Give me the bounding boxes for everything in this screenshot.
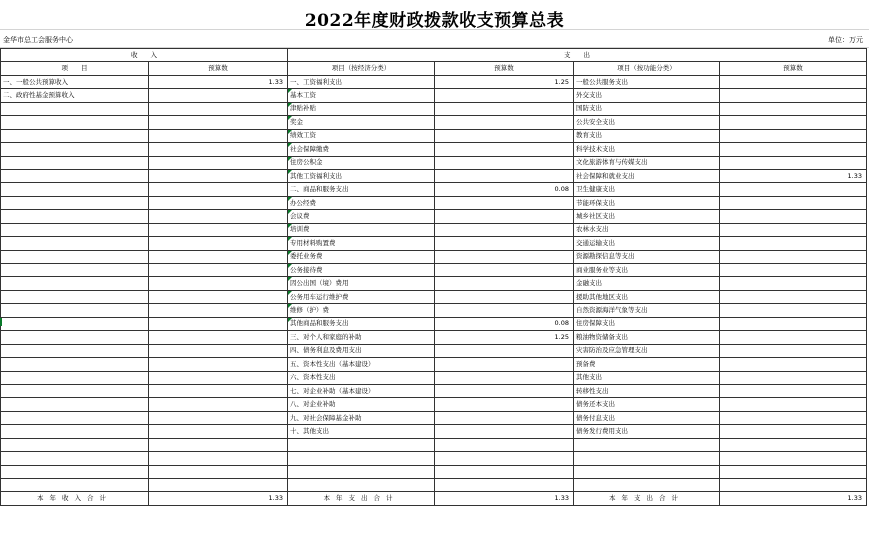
- func-item-cell[interactable]: 社会保障和就业支出: [574, 169, 720, 182]
- func-amount-cell[interactable]: [720, 371, 867, 384]
- income-amount-cell[interactable]: [149, 210, 288, 223]
- func-amount-cell[interactable]: [720, 344, 867, 357]
- econ-amount-cell[interactable]: [435, 102, 574, 115]
- econ-item-cell[interactable]: 三、对个人和家庭的补助: [288, 331, 435, 344]
- func-item-cell[interactable]: 教育支出: [574, 129, 720, 142]
- econ-amount-cell[interactable]: [435, 277, 574, 290]
- econ-total-value[interactable]: 1.33: [435, 492, 574, 505]
- income-item-cell[interactable]: [1, 398, 149, 411]
- func-amount-cell[interactable]: [720, 89, 867, 102]
- econ-amount-cell[interactable]: [435, 304, 574, 317]
- income-amount-cell[interactable]: [149, 304, 288, 317]
- func-amount-cell[interactable]: [720, 384, 867, 397]
- econ-item-cell[interactable]: 其他工资福利支出: [288, 169, 435, 182]
- econ-amount-cell[interactable]: [435, 237, 574, 250]
- func-amount-cell[interactable]: [720, 183, 867, 196]
- econ-amount-cell[interactable]: [435, 438, 574, 451]
- func-item-cell[interactable]: 资源勘探信息等支出: [574, 250, 720, 263]
- section-header-row: [1, 49, 867, 62]
- income-item-cell[interactable]: [1, 371, 149, 384]
- income-item-cell[interactable]: [1, 452, 149, 465]
- func-amount-cell[interactable]: [720, 237, 867, 250]
- func-amount-header[interactable]: 预算数: [720, 62, 867, 75]
- income-amount-cell[interactable]: [149, 116, 288, 129]
- income-item-cell[interactable]: [1, 156, 149, 169]
- table-row: [1, 196, 867, 209]
- func-amount-cell[interactable]: [720, 143, 867, 156]
- table-row: [1, 425, 867, 438]
- econ-item-cell[interactable]: 维修（护）费: [288, 304, 435, 317]
- table-row: [1, 371, 867, 384]
- func-amount-cell[interactable]: [720, 438, 867, 451]
- func-item-cell[interactable]: 商业服务业等支出: [574, 264, 720, 277]
- table-row: [1, 169, 867, 182]
- func-item-cell[interactable]: 债务发行费用支出: [574, 425, 720, 438]
- income-item-cell[interactable]: [1, 425, 149, 438]
- func-item-cell[interactable]: 农林水支出: [574, 223, 720, 236]
- func-amount-cell[interactable]: [720, 425, 867, 438]
- econ-item-cell[interactable]: 其他商品和服务支出: [288, 317, 435, 330]
- func-amount-cell[interactable]: [720, 479, 867, 492]
- econ-amount-cell[interactable]: [435, 129, 574, 142]
- totals-row: [1, 492, 867, 505]
- econ-amount-cell[interactable]: [435, 358, 574, 371]
- econ-amount-cell[interactable]: [435, 156, 574, 169]
- func-amount-cell[interactable]: [720, 116, 867, 129]
- income-item-cell[interactable]: [1, 102, 149, 115]
- func-item-cell[interactable]: 文化旅游体育与传媒支出: [574, 156, 720, 169]
- econ-item-cell[interactable]: 社会保障缴费: [288, 143, 435, 156]
- econ-item-cell[interactable]: 因公出国（境）费用: [288, 277, 435, 290]
- econ-item-cell[interactable]: 六、资本性支出: [288, 371, 435, 384]
- func-amount-cell[interactable]: [720, 465, 867, 478]
- income-section-header[interactable]: 收 入: [1, 49, 288, 62]
- income-item-cell[interactable]: [1, 223, 149, 236]
- income-item-cell[interactable]: [1, 344, 149, 357]
- unit-label: 单位：万元: [828, 36, 863, 44]
- income-amount-cell[interactable]: [149, 143, 288, 156]
- func-amount-cell[interactable]: [720, 129, 867, 142]
- income-amount-cell[interactable]: [149, 277, 288, 290]
- func-amount-cell[interactable]: [720, 398, 867, 411]
- table-row: [1, 264, 867, 277]
- income-item-cell[interactable]: [1, 438, 149, 451]
- income-item-cell[interactable]: [1, 384, 149, 397]
- table-row: [1, 89, 867, 102]
- func-item-cell[interactable]: 援助其他地区支出: [574, 290, 720, 303]
- income-item-cell[interactable]: [1, 304, 149, 317]
- income-amount-cell[interactable]: [149, 479, 288, 492]
- table-row: [1, 223, 867, 236]
- income-amount-cell[interactable]: [149, 102, 288, 115]
- econ-amount-cell[interactable]: 1.25: [435, 331, 574, 344]
- func-item-cell[interactable]: 公共安全支出: [574, 116, 720, 129]
- func-amount-cell[interactable]: [720, 358, 867, 371]
- func-amount-cell[interactable]: [720, 102, 867, 115]
- econ-item-cell[interactable]: [288, 452, 435, 465]
- econ-item-cell[interactable]: 十、其他支出: [288, 425, 435, 438]
- table-row: [1, 277, 867, 290]
- func-amount-cell[interactable]: [720, 452, 867, 465]
- econ-amount-cell[interactable]: 0.08: [435, 183, 574, 196]
- table-row: [1, 290, 867, 303]
- income-item-cell[interactable]: [1, 331, 149, 344]
- econ-item-cell[interactable]: 住房公积金: [288, 156, 435, 169]
- income-item-cell[interactable]: [1, 183, 149, 196]
- econ-amount-header[interactable]: 预算数: [435, 62, 574, 75]
- func-total-value[interactable]: 1.33: [720, 492, 867, 505]
- income-item-cell[interactable]: [1, 129, 149, 142]
- income-amount-cell[interactable]: [149, 452, 288, 465]
- income-amount-cell[interactable]: [149, 183, 288, 196]
- func-item-cell[interactable]: 一般公共服务支出: [574, 75, 720, 88]
- income-item-cell[interactable]: 二、政府性基金预算收入: [1, 89, 149, 102]
- income-item-cell[interactable]: [1, 358, 149, 371]
- func-item-cell[interactable]: 其他支出: [574, 371, 720, 384]
- func-total-label[interactable]: 本年支出合计: [574, 492, 720, 505]
- org-name: 金华市总工会服务中心: [3, 36, 73, 44]
- income-amount-cell[interactable]: [149, 465, 288, 478]
- econ-item-cell[interactable]: 七、对企业补助（基本建设）: [288, 384, 435, 397]
- func-amount-cell[interactable]: [720, 75, 867, 88]
- income-item-cell[interactable]: [1, 143, 149, 156]
- func-item-cell[interactable]: 预备费: [574, 358, 720, 371]
- income-amount-cell[interactable]: [149, 425, 288, 438]
- func-item-cell[interactable]: 节能环保支出: [574, 196, 720, 209]
- func-item-cell[interactable]: [574, 452, 720, 465]
- table-row: [1, 116, 867, 129]
- econ-amount-cell[interactable]: [435, 465, 574, 478]
- econ-amount-cell[interactable]: [435, 479, 574, 492]
- func-item-cell[interactable]: 债务付息支出: [574, 411, 720, 424]
- func-amount-cell[interactable]: [720, 304, 867, 317]
- table-row: [1, 143, 867, 156]
- econ-amount-cell[interactable]: [435, 398, 574, 411]
- econ-item-cell[interactable]: 专用材料购置费: [288, 237, 435, 250]
- budget-table: [0, 48, 867, 506]
- func-item-cell[interactable]: 债务还本支出: [574, 398, 720, 411]
- econ-item-cell[interactable]: 奖金: [288, 116, 435, 129]
- table-row: [1, 102, 867, 115]
- func-item-cell[interactable]: 外交支出: [574, 89, 720, 102]
- econ-amount-cell[interactable]: [435, 169, 574, 182]
- func-amount-cell[interactable]: [720, 264, 867, 277]
- econ-amount-cell[interactable]: [435, 290, 574, 303]
- income-amount-cell[interactable]: [149, 223, 288, 236]
- income-total-label[interactable]: 本年收入合计: [1, 492, 149, 505]
- func-amount-cell[interactable]: [720, 331, 867, 344]
- func-item-cell[interactable]: 灾害防治及应急管理支出: [574, 344, 720, 357]
- func-item-cell[interactable]: [574, 479, 720, 492]
- econ-item-cell[interactable]: 办公经费: [288, 196, 435, 209]
- func-item-cell[interactable]: 住房保障支出: [574, 317, 720, 330]
- income-amount-cell[interactable]: [149, 237, 288, 250]
- econ-amount-cell[interactable]: [435, 223, 574, 236]
- income-amount-cell[interactable]: [149, 169, 288, 182]
- table-row: [1, 398, 867, 411]
- econ-amount-cell[interactable]: [435, 196, 574, 209]
- income-item-cell[interactable]: [1, 264, 149, 277]
- cell-selection-marker: [0, 318, 2, 326]
- income-item-cell[interactable]: [1, 479, 149, 492]
- econ-amount-cell[interactable]: [435, 452, 574, 465]
- income-item-cell[interactable]: 一、一般公共预算收入: [1, 75, 149, 88]
- table-row: [1, 384, 867, 397]
- table-row: [1, 331, 867, 344]
- table-row: [1, 317, 867, 330]
- table-row: [1, 75, 867, 88]
- income-item-cell[interactable]: [1, 290, 149, 303]
- income-item-cell[interactable]: [1, 317, 149, 330]
- table-row: [1, 156, 867, 169]
- func-item-cell[interactable]: [574, 438, 720, 451]
- table-row: [1, 183, 867, 196]
- func-amount-cell[interactable]: [720, 277, 867, 290]
- income-amount-cell[interactable]: [149, 438, 288, 451]
- income-item-cell[interactable]: [1, 465, 149, 478]
- income-amount-cell[interactable]: [149, 371, 288, 384]
- econ-total-label[interactable]: 本年支出合计: [288, 492, 435, 505]
- func-amount-cell[interactable]: [720, 156, 867, 169]
- table-row: [1, 237, 867, 250]
- econ-amount-cell[interactable]: [435, 143, 574, 156]
- func-amount-cell[interactable]: [720, 250, 867, 263]
- func-item-cell[interactable]: [574, 465, 720, 478]
- income-total-value[interactable]: 1.33: [149, 492, 288, 505]
- func-amount-cell[interactable]: [720, 196, 867, 209]
- income-item-cell[interactable]: [1, 210, 149, 223]
- func-item-cell[interactable]: 城乡社区支出: [574, 210, 720, 223]
- econ-item-cell[interactable]: 九、对社会保障基金补助: [288, 411, 435, 424]
- func-amount-cell[interactable]: 1.33: [720, 169, 867, 182]
- econ-item-cell[interactable]: 培训费: [288, 223, 435, 236]
- table-row: [1, 358, 867, 371]
- income-item-cell[interactable]: [1, 169, 149, 182]
- income-item-header[interactable]: 项 目: [1, 62, 149, 75]
- econ-item-cell[interactable]: 五、资本性支出（基本建设）: [288, 358, 435, 371]
- func-amount-cell[interactable]: [720, 210, 867, 223]
- econ-amount-cell[interactable]: [435, 264, 574, 277]
- econ-amount-cell[interactable]: 0.08: [435, 317, 574, 330]
- table-row: [1, 210, 867, 223]
- econ-item-cell[interactable]: [288, 438, 435, 451]
- column-header-row: [1, 62, 867, 75]
- econ-item-cell[interactable]: 一、工资福利支出: [288, 75, 435, 88]
- table-row: [1, 411, 867, 424]
- table-row: [1, 129, 867, 142]
- econ-item-cell[interactable]: 八、对企业补助: [288, 398, 435, 411]
- income-amount-cell[interactable]: [149, 398, 288, 411]
- econ-amount-cell[interactable]: [435, 210, 574, 223]
- income-amount-cell[interactable]: [149, 317, 288, 330]
- table-row: [1, 452, 867, 465]
- table-row: [1, 465, 867, 478]
- econ-amount-cell[interactable]: [435, 384, 574, 397]
- income-amount-cell[interactable]: [149, 264, 288, 277]
- table-row: [1, 304, 867, 317]
- page-title: 2022年度财政拨款收支预算总表: [304, 11, 565, 31]
- econ-item-cell[interactable]: [288, 465, 435, 478]
- income-amount-cell[interactable]: [149, 384, 288, 397]
- income-item-cell[interactable]: [1, 196, 149, 209]
- table-row: [1, 250, 867, 263]
- table-body: [1, 75, 867, 492]
- func-item-cell[interactable]: 金融支出: [574, 277, 720, 290]
- func-item-cell[interactable]: 转移性支出: [574, 384, 720, 397]
- table-row: [1, 344, 867, 357]
- econ-amount-cell[interactable]: 1.25: [435, 75, 574, 88]
- income-amount-cell[interactable]: [149, 344, 288, 357]
- income-amount-cell[interactable]: 1.33: [149, 75, 288, 88]
- econ-item-cell[interactable]: 公务接待费: [288, 264, 435, 277]
- expense-section-header[interactable]: 支 出: [288, 49, 867, 62]
- table-row: [1, 438, 867, 451]
- func-item-cell[interactable]: 粮油物资储备支出: [574, 331, 720, 344]
- econ-item-cell[interactable]: 基本工资: [288, 89, 435, 102]
- econ-item-header[interactable]: 项目（按经济分类）: [288, 62, 435, 75]
- income-amount-cell[interactable]: [149, 358, 288, 371]
- func-amount-cell[interactable]: [720, 223, 867, 236]
- income-amount-cell[interactable]: [149, 156, 288, 169]
- econ-item-cell[interactable]: 四、债务利息及费用支出: [288, 344, 435, 357]
- income-amount-header[interactable]: 预算数: [149, 62, 288, 75]
- func-item-header[interactable]: 项目（按功能分类）: [574, 62, 720, 75]
- income-item-cell[interactable]: [1, 277, 149, 290]
- income-amount-cell[interactable]: [149, 129, 288, 142]
- income-item-cell[interactable]: [1, 411, 149, 424]
- econ-item-cell[interactable]: 会议费: [288, 210, 435, 223]
- income-item-cell[interactable]: [1, 250, 149, 263]
- income-item-cell[interactable]: [1, 116, 149, 129]
- income-amount-cell[interactable]: [149, 411, 288, 424]
- income-amount-cell[interactable]: [149, 331, 288, 344]
- func-item-cell[interactable]: 交通运输支出: [574, 237, 720, 250]
- income-amount-cell[interactable]: [149, 250, 288, 263]
- econ-amount-cell[interactable]: [435, 371, 574, 384]
- econ-amount-cell[interactable]: [435, 116, 574, 129]
- econ-item-cell[interactable]: 二、商品和服务支出: [288, 183, 435, 196]
- title-row: [0, 0, 869, 30]
- income-amount-cell[interactable]: [149, 290, 288, 303]
- econ-amount-cell[interactable]: [435, 250, 574, 263]
- econ-item-cell[interactable]: 公务用车运行维护费: [288, 290, 435, 303]
- econ-amount-cell[interactable]: [435, 425, 574, 438]
- econ-amount-cell[interactable]: [435, 344, 574, 357]
- table-row: [1, 479, 867, 492]
- func-item-cell[interactable]: 国防支出: [574, 102, 720, 115]
- func-amount-cell[interactable]: [720, 317, 867, 330]
- func-item-cell[interactable]: 科学技术支出: [574, 143, 720, 156]
- meta-row: [0, 30, 869, 48]
- func-item-cell[interactable]: 自然资源海洋气象等支出: [574, 304, 720, 317]
- income-amount-cell[interactable]: [149, 196, 288, 209]
- econ-item-cell[interactable]: 绩效工资: [288, 129, 435, 142]
- func-amount-cell[interactable]: [720, 290, 867, 303]
- func-item-cell[interactable]: 卫生健康支出: [574, 183, 720, 196]
- econ-amount-cell[interactable]: [435, 411, 574, 424]
- econ-item-cell[interactable]: 委托业务费: [288, 250, 435, 263]
- econ-item-cell[interactable]: 津贴补贴: [288, 102, 435, 115]
- econ-amount-cell[interactable]: [435, 89, 574, 102]
- econ-item-cell[interactable]: [288, 479, 435, 492]
- func-amount-cell[interactable]: [720, 411, 867, 424]
- income-amount-cell[interactable]: [149, 89, 288, 102]
- income-item-cell[interactable]: [1, 237, 149, 250]
